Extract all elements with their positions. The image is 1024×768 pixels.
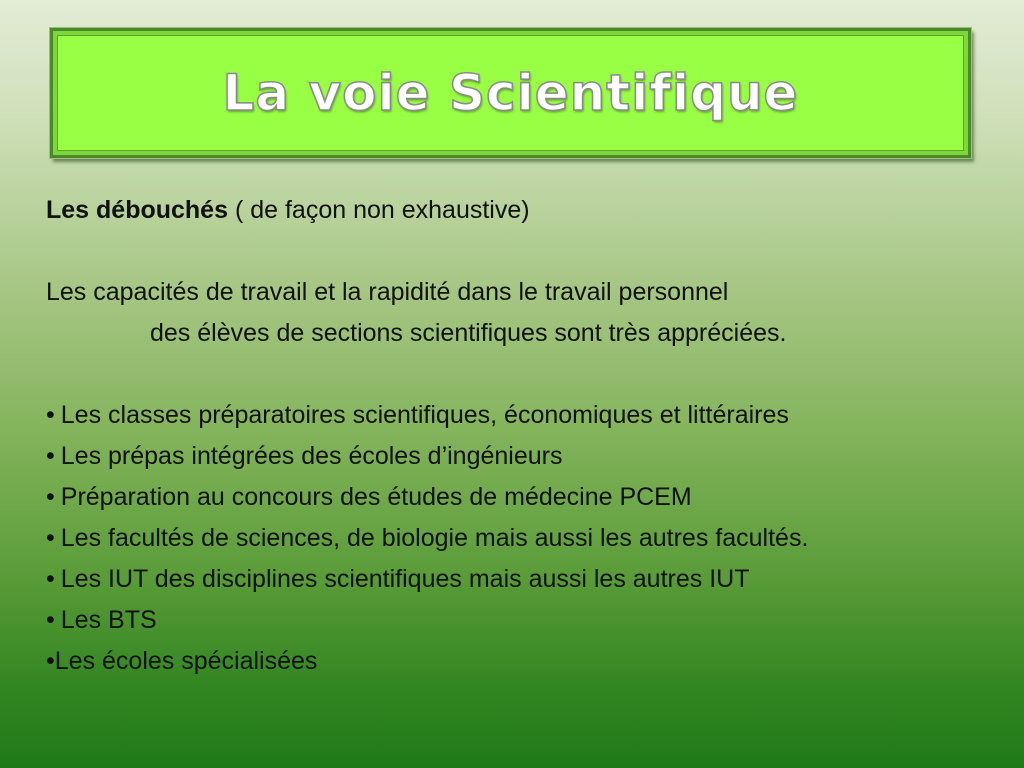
list-item-text: Les facultés de sciences, de biologie mais aussi les autres facultés. bbox=[60, 524, 809, 552]
spacer bbox=[46, 354, 1006, 395]
list-item bbox=[46, 395, 1006, 436]
list-item-text: Les BTS bbox=[60, 606, 157, 634]
list-item-text: Les classes préparatoires scientifiques, économiques et littéraires bbox=[60, 401, 789, 429]
debouches-heading-note: ( de façon non exhaustive) bbox=[228, 196, 530, 224]
list-item-text: Les écoles spécialisées bbox=[54, 647, 318, 675]
bullet-icon: • bbox=[46, 565, 55, 593]
list-item bbox=[46, 477, 1006, 518]
list-item bbox=[46, 518, 1006, 559]
title-box bbox=[50, 28, 971, 158]
bullet-icon: • bbox=[46, 483, 55, 511]
bullet-icon: • bbox=[46, 524, 55, 552]
intro-line-2: des élèves de sections scientifiques sont très appréciées. bbox=[150, 319, 787, 347]
list-item bbox=[46, 600, 1006, 641]
list-item-text: Les prépas intégrées des écoles d’ingénieurs bbox=[60, 442, 563, 470]
list-item bbox=[46, 436, 1006, 477]
list-item bbox=[46, 559, 1006, 600]
bullet-icon: • bbox=[46, 401, 55, 429]
slide-body bbox=[46, 190, 1006, 682]
debouches-heading-bold: Les débouchés bbox=[46, 196, 228, 224]
list-item-text: Préparation au concours des études de médecine PCEM bbox=[60, 483, 692, 511]
spacer bbox=[46, 231, 1006, 272]
bullet-icon: • bbox=[46, 442, 55, 470]
list-item bbox=[46, 641, 1006, 682]
bullet-icon: • bbox=[46, 606, 55, 634]
intro-line-1: Les capacités de travail et la rapidité dans le travail personnel bbox=[46, 278, 729, 306]
list-item-text: Les IUT des disciplines scientifiques mais aussi les autres IUT bbox=[60, 565, 750, 593]
bullet-icon: • bbox=[46, 647, 55, 675]
slide-title: La voie Scientifique bbox=[222, 64, 799, 122]
debouches-heading bbox=[46, 190, 1006, 231]
